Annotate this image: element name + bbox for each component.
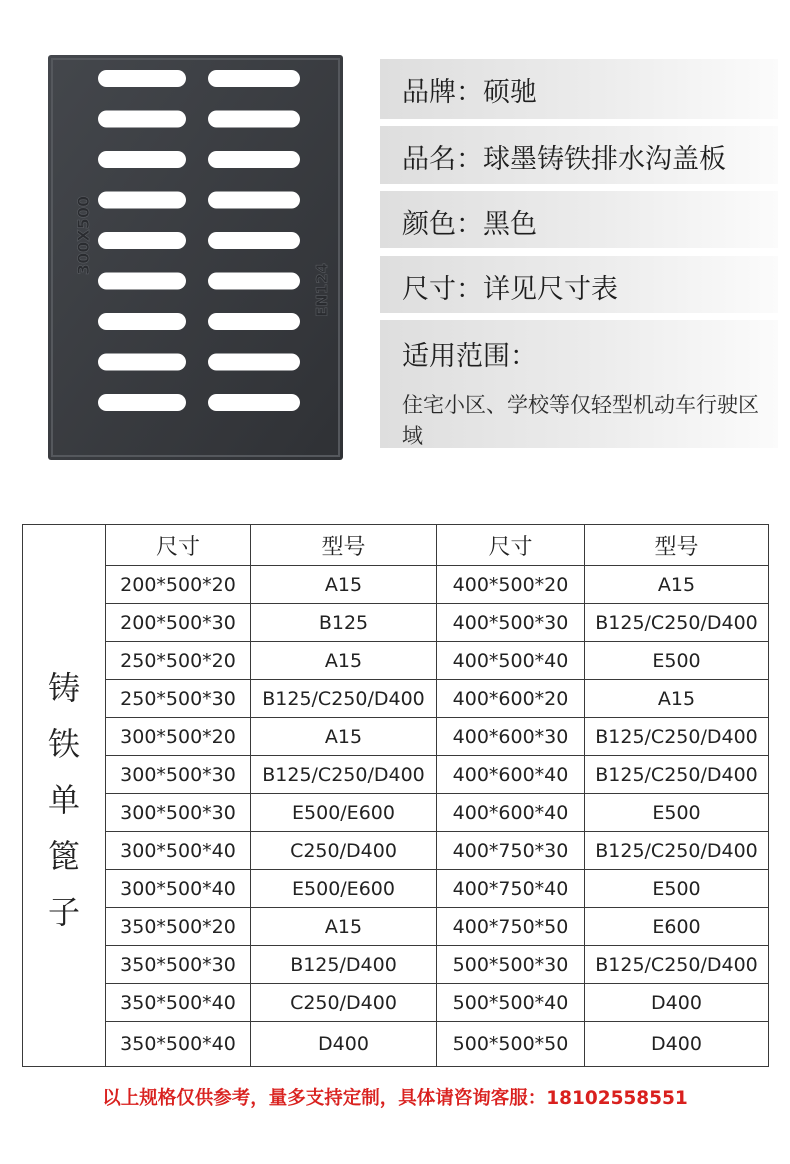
footer-text: 以上规格仅供参考，量多支持定制，具体请咨询客服： xyxy=(102,1088,547,1109)
table-row xyxy=(23,680,769,718)
grate-slot xyxy=(208,232,300,249)
color-key: 颜色： xyxy=(402,209,483,240)
size-cell: 300*500*30 xyxy=(106,794,251,832)
grate-slot xyxy=(98,70,186,87)
table-row xyxy=(23,756,769,794)
model-cell: A15 xyxy=(251,642,437,680)
model-cell: D400 xyxy=(251,1022,437,1067)
header-model-1: 型号 xyxy=(251,525,437,566)
size-cell: 200*500*30 xyxy=(106,604,251,642)
size-cell: 400*500*20 xyxy=(437,566,585,604)
size-cell: 500*500*50 xyxy=(437,1022,585,1067)
name-value: 球墨铸铁排水沟盖板 xyxy=(483,144,726,175)
table-header-row xyxy=(23,525,769,566)
header-model-2: 型号 xyxy=(585,525,769,566)
grate-slot xyxy=(208,70,300,87)
size-cell: 350*500*30 xyxy=(106,946,251,984)
model-cell: D400 xyxy=(585,984,769,1022)
size-cell: 300*500*40 xyxy=(106,870,251,908)
model-cell: D400 xyxy=(585,1022,769,1067)
side-char: 单 xyxy=(47,780,80,819)
info-scope xyxy=(380,320,778,448)
model-cell: B125/C250/D400 xyxy=(585,946,769,984)
size-cell: 500*500*30 xyxy=(437,946,585,984)
grate-slot xyxy=(98,273,186,290)
model-cell: B125/C250/D400 xyxy=(585,604,769,642)
model-cell: B125 xyxy=(251,604,437,642)
model-cell: C250/D400 xyxy=(251,832,437,870)
scope-value: 住宅小区、学校等仅轻型机动车行驶区域 xyxy=(402,393,759,448)
size-cell: 250*500*30 xyxy=(106,680,251,718)
grate-slot xyxy=(208,192,300,209)
table-row xyxy=(23,870,769,908)
size-cell: 400*750*30 xyxy=(437,832,585,870)
model-cell: E500 xyxy=(585,794,769,832)
color-value: 黑色 xyxy=(483,209,537,240)
info-brand xyxy=(380,59,778,119)
table-row xyxy=(23,604,769,642)
grate-slot xyxy=(98,151,186,168)
size-cell: 350*500*20 xyxy=(106,908,251,946)
size-cell: 400*600*20 xyxy=(437,680,585,718)
grate-slot xyxy=(208,273,300,290)
size-cell: 250*500*20 xyxy=(106,642,251,680)
size-cell: 300*500*20 xyxy=(106,718,251,756)
grate-slot xyxy=(98,111,186,128)
size-cell: 350*500*40 xyxy=(106,984,251,1022)
model-cell: E500 xyxy=(585,642,769,680)
model-cell: A15 xyxy=(251,718,437,756)
model-cell: B125/C250/D400 xyxy=(251,680,437,718)
grate-slot xyxy=(98,232,186,249)
model-cell: A15 xyxy=(585,566,769,604)
size-cell: 500*500*40 xyxy=(437,984,585,1022)
spec-table xyxy=(22,524,769,1067)
model-cell: A15 xyxy=(251,908,437,946)
table-row xyxy=(23,832,769,870)
model-cell: B125/C250/D400 xyxy=(585,718,769,756)
info-name xyxy=(380,126,778,184)
grate-slot xyxy=(98,394,186,411)
size-cell: 400*600*30 xyxy=(437,718,585,756)
size-mark: 300X500 xyxy=(74,195,93,275)
model-cell: A15 xyxy=(585,680,769,718)
size-cell: 400*600*40 xyxy=(437,756,585,794)
size-key: 尺寸： xyxy=(402,274,483,305)
table-row xyxy=(23,946,769,984)
brand-value: 硕驰 xyxy=(483,77,537,108)
info-color xyxy=(380,191,778,248)
model-cell: A15 xyxy=(251,566,437,604)
size-cell: 350*500*40 xyxy=(106,1022,251,1067)
grate-slot xyxy=(208,394,300,411)
table-row xyxy=(23,1022,769,1067)
size-cell: 200*500*20 xyxy=(106,566,251,604)
size-cell: 400*750*50 xyxy=(437,908,585,946)
grate-slot xyxy=(98,313,186,330)
info-size xyxy=(380,256,778,313)
size-cell: 400*750*40 xyxy=(437,870,585,908)
table-row xyxy=(23,718,769,756)
table-row xyxy=(23,642,769,680)
header-size-2: 尺寸 xyxy=(437,525,585,566)
size-cell: 400*600*40 xyxy=(437,794,585,832)
name-key: 品名： xyxy=(402,144,483,175)
side-char: 铸 xyxy=(47,668,80,707)
table-row xyxy=(23,794,769,832)
header-size-1: 尺寸 xyxy=(106,525,251,566)
table-side-label xyxy=(23,525,106,1067)
model-cell: E500/E600 xyxy=(251,794,437,832)
grate-slot xyxy=(208,111,300,128)
model-cell: C250/D400 xyxy=(251,984,437,1022)
side-char: 篦 xyxy=(47,836,80,875)
footer-phone: 18102558551 xyxy=(546,1088,688,1109)
table-row xyxy=(23,984,769,1022)
standard-mark: EN124 xyxy=(313,262,331,317)
grate-slot xyxy=(98,354,186,371)
model-cell: E500/E600 xyxy=(251,870,437,908)
grate-slot xyxy=(208,354,300,371)
model-cell: B125/C250/D400 xyxy=(585,832,769,870)
size-cell: 400*500*40 xyxy=(437,642,585,680)
grate-slot xyxy=(208,151,300,168)
drainage-grate-image xyxy=(48,55,343,460)
model-cell: E600 xyxy=(585,908,769,946)
model-cell: B125/C250/D400 xyxy=(251,756,437,794)
model-cell: B125/C250/D400 xyxy=(585,756,769,794)
size-cell: 400*500*30 xyxy=(437,604,585,642)
side-char: 铁 xyxy=(47,724,80,763)
model-cell: B125/D400 xyxy=(251,946,437,984)
model-cell: E500 xyxy=(585,870,769,908)
scope-key: 适用范围： xyxy=(402,341,537,372)
grate-slot xyxy=(98,192,186,209)
footer-note xyxy=(0,1084,790,1110)
table-row xyxy=(23,908,769,946)
brand-key: 品牌： xyxy=(402,77,483,108)
grate-slot xyxy=(208,313,300,330)
size-value: 详见尺寸表 xyxy=(483,274,618,305)
side-char: 子 xyxy=(47,892,80,931)
size-cell: 300*500*30 xyxy=(106,756,251,794)
size-cell: 300*500*40 xyxy=(106,832,251,870)
table-row xyxy=(23,566,769,604)
